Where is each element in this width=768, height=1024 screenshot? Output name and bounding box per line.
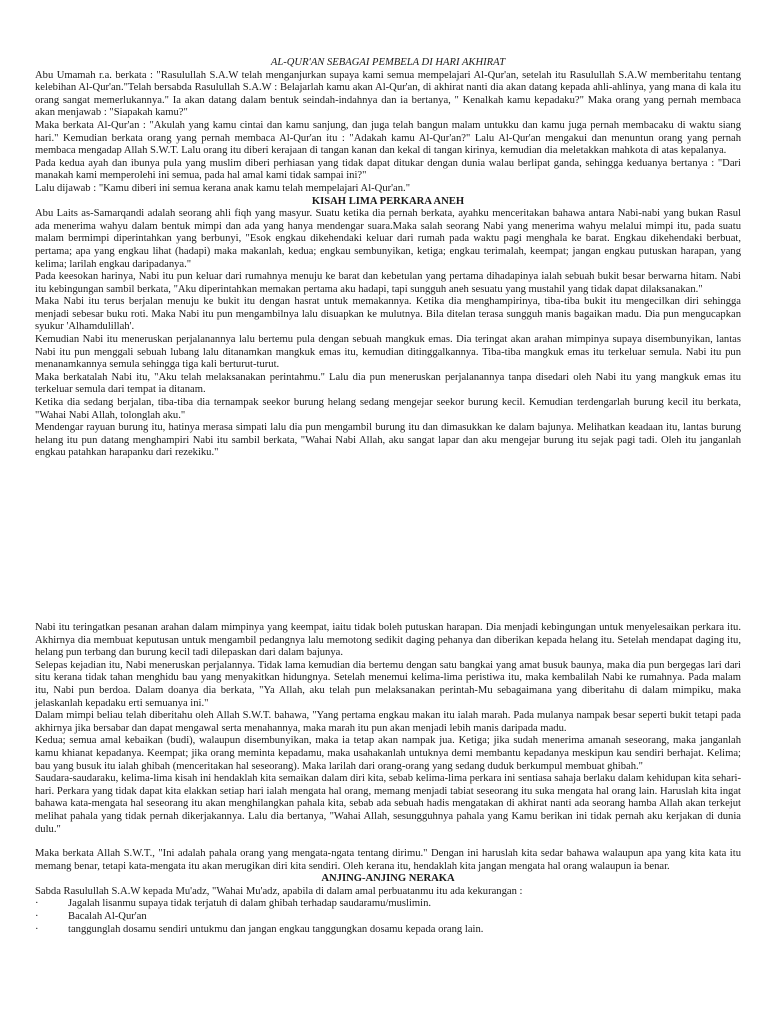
paragraph: Abu Laits as-Samarqandi adalah seorang ahli fiqh yang masyur. Suatu ketika dia pernah berkata, ayahku menceritakan bahawa antara Nabi-nabi yang bukan Rasul ada menerima wahyu dalam bentuk mimpi dan ada yang hanya mendengar suara.Maka salah seorang Nabi yang menerima wahyu melalui mimpi itu, pada suatu malam bermimpi diperintahkan yang berbunyi, "Esok engkau dikehendaki keluar dari rumah pada waktu pagi menghala ke barat. Engkau dikehendaki berbuat, pertama; apa yang engkau lihat (hadapi) maka makanlah, kedua; engkau sembunyikan, ketiga; engkau terimalah, keempat; jangan engkau putuskan harapan, yang kelima; larilah engkau daripadanya." (35, 208, 741, 270)
list-item (35, 924, 741, 937)
paragraph: Kemudian Nabi itu meneruskan perjalanannya lalu bertemu pula dengan sebuah mangkuk emas. Dia teringat akan arahan mimpinya supaya disembunyikan, lantas Nabi itu pun menggali sebuah lubang lalu ditanamkan mangkuk emas itu, kemudian ditinggalkannya. Tiba-tiba mangkuk emas itu terkeluar semula. Nabi itu pun menanamkannya semula sehingga tiga kali berturut-turut. (35, 334, 741, 371)
bullet-icon: · (35, 923, 39, 935)
paragraph: Sabda Rasulullah S.A.W kepada Mu'adz, "Wahai Mu'adz, apabila di dalam amal perbuatanmu itu ada kekurangan : (35, 885, 523, 897)
paragraph: Ketika dia sedang berjalan, tiba-tiba dia ternampak seekor burung helang sedang mengejar seekor burung kecil. Kemudian terdengarlah burung kecil itu berkata, "Wahai Nabi Allah, tolonglah aku." (35, 397, 741, 421)
bullet-icon: · (35, 911, 39, 923)
paragraph: Mendengar rayuan burung itu, hatinya merasa simpati lalu dia pun mengambil burung itu dan dimasukkan ke dalam bajunya. Melihatkan keadaan itu, lantas burung helang itu pun datang menghampiri Nabi itu sambil berkata, "Wahai Nabi Allah, aku sangat lapar dan aku mengejar burung itu sejak pagi tadi. Oleh itu janganlah engkau patahkan harapanku dari rezekiku." (35, 422, 741, 459)
upper-text-block (35, 57, 741, 460)
advice-list (35, 898, 741, 936)
paragraph-gap (35, 836, 741, 848)
paragraph: Maka berkata Allah S.W.T., "Ini adalah pahala orang yang mengata-ngata tentang dirimu." Dengan ini haruslah kita sedar bahawa walaupun apa yang kita kata itu memang benar, tetapi kata-mengata itu akan merugikan diri kita sendiri. Oleh kerana itu, hendaklah kita jangan mengata hal orang walaupun ia benar. (35, 848, 741, 872)
lower-text-block (35, 622, 741, 936)
paragraph: Lalu dijawab : "Kamu diberi ini semua kerana anak kamu telah mempelajari Al-Qur'an." (35, 182, 411, 194)
paragraph: Dalam mimpi beliau telah diberitahu oleh Allah S.W.T. bahawa, "Yang pertama engkau makan itu ialah marah. Pada mulanya nampak besar seperti bukit tetapi pada akhirnya jika bersabar dan dapat mengawal serta menahannya, maka marah itu pun akan menjadi lebih manis daripada madu. (35, 710, 741, 734)
bullet-icon: · (35, 898, 39, 910)
paragraph: Maka berkatalah Nabi itu, "Aku telah melaksanakan perintahmu." Lalu dia pun meneruskan perjalanannya tanpa disedari oleh Nabi itu yang mangkuk emas itu terkeluar semula dari tempat ia ditanam. (35, 371, 741, 396)
paragraph: Pada keesokan harinya, Nabi itu pun keluar dari rumahnya menuju ke barat dan kebetulan yang pertama dihadapinya ialah sebuah bukit besar berwarna hitam. Nabi itu kebingungan sambil berkata, "Aku diperintahkan memakan pertama aku hadapi, tapi sungguh aneh sesuatu yang mustahil yang tidak dapat dilaksanakan." (35, 271, 741, 295)
section-title-kisah: KISAH LIMA PERKARA ANEH (311, 195, 465, 207)
paragraph: Saudara-saudaraku, kelima-lima kisah ini hendaklah kita semaikan dalam diri kita, sebab kelima-lima perkara ini sentiasa sahaja berlaku dalam kehidupan kita sehari-hari. Perkara yang tidak dapat kita elakkan setiap hari ialah mengata hal orang, memang menjadi tabiat seseorang itu suka mengata hal orang lain. Haruslah kita ingat bahawa kata-mengata hal seseorang itu akan menghilangkan pahala kita, sebab ada sebuah hadis mengatakan di akhirat nanti ada seorang hamba Allah akan terkejut melihat pahala yang tidak pernah dikerjakannya. Lalu dia bertanya, "Wahai Allah, sesungguhnya pahala yang Kamu berikan ini tidak pernah aku kerjakan di dunia dulu." (35, 773, 741, 835)
paragraph: Selepas kejadian itu, Nabi meneruskan perjalannya. Tidak lama kemudian dia bertemu dengan satu bangkai yang amat busuk baunya, maka dia pun bergegas lari dari situ kerana tidak tahan menghidu bau yang menyakitkan hidungnya. Setelah menemui kelima-lima peristiwa itu, maka kembalilah Nabi ke rumahnya. Pada malam itu, Nabi pun berdoa. Dalam doanya dia berkata, "Ya Allah, aku telah pun melaksanakan perintah-Mu sebagaimana yang diberitahu di dalam mimpiku, maka jelaskanlah kepadaku erti semuanya ini." (35, 659, 741, 709)
list-item (35, 911, 741, 924)
paragraph: Kedua; semua amal kebaikan (budi), walaupun disembunyikan, maka ia tetap akan nampak jua. Ketiga; jika sudah menerima amanah seseorang, maka janganlah kamu khianat kepadanya. Keempat; jika orang meminta kepadamu, maka usahakanlah untuknya demi membantu kepadanya meskipun kau sendiri berhajat. Kelima; bau yang busuk itu ialah ghibah (menceritakan hal seseorang). Maka larilah dari orang-orang yang sedang duduk berkumpul membuat ghibah." (35, 735, 741, 772)
paragraph: Maka berkata Al-Qur'an : "Akulah yang kamu cintai dan kamu sanjung, dan juga telah bangun malam untukku dan kamu juga pernah membacaku di waktu siang hari." Kemudian berkata orang yang pernah membaca Al-Qur'an itu : "Adakah kamu Al-Qur'an?" Lalu Al-Qur'an mengakui dan menuntun orang yang pernah membaca mengadap Allah S.W.T. Lalu orang itu diberi kerajaan di tangan kanan dan kekal di tangan kirinya, kemudian dia meletakkan mahkota di atas kepalanya. (35, 119, 741, 157)
paragraph: Maka Nabi itu terus berjalan menuju ke bukit itu dengan hasrat untuk memakannya. Ketika dia menghampirinya, tiba-tiba bukit itu mengecilkan diri sehingga menjadi sebesar buku roti. Maka Nabi itu pun mengambilnya lalu disuapkan ke mulutnya. Bila ditelan terasa sungguh manis bagaikan madu. Dia pun mengucapkan syukur 'Alhamdulillah'. (35, 296, 741, 333)
section-title-anjing: ANJING-ANJING NERAKA (321, 873, 455, 885)
paragraph: Pada kedua ayah dan ibunya pula yang muslim diberi perhiasan yang tidak dapat ditukar dengan dunia walau berlipat ganda, sehingga keduanya bertanya : "Dari manakah kami memperolehi ini semua, pada hal amal kami tidak sampai ini?" (35, 157, 741, 182)
list-item (35, 898, 741, 911)
list-item-text: Bacalah Al-Qur'an (68, 911, 147, 923)
paragraph: Abu Umamah r.a. berkata : "Rasulullah S.A.W telah menganjurkan supaya kami semua mempelajari Al-Qur'an, setelah itu Rasulullah S.A.W memberitahu tentang kelebihan Al-Qur'an."Telah bersabda Rasulullah S.A.W : Belajarlah kamu akan Al-Qur'an, di akhirat nanti dia akan datang kepada ahli-ahlinya, yang mana di kala itu orang sangat memerlukannya." Ia akan datang dalam bentuk seindah-indahnya dan ia bertanya, " Kenalkah kamu kepadaku?" Maka orang yang pernah membaca akan menjawab : "Siapakah kamu?" (35, 69, 741, 119)
paragraph: Nabi itu teringatkan pesanan arahan dalam mimpinya yang keempat, iaitu tidak boleh putuskan harapan. Dia menjadi kebingungan untuk menyelesaikan perkara itu. Akhirnya dia membuat keputusan untuk mengambil pedangnya lalu memotong sedikit daging pehanya dan diberikan kepada helang itu. Setelah mendapat daging itu, helang pun terbang dan burung kecil tadi dilepaskan dari dalam bajunya. (35, 622, 741, 659)
list-item-text: Jagalah lisanmu supaya tidak terjatuh di dalam ghibah terhadap saudaramu/muslimin. (68, 898, 432, 910)
section-title-alquran: AL-QUR'AN SEBAGAI PEMBELA DI HARI AKHIRAT (270, 57, 506, 68)
list-item-text: tanggunglah dosamu sendiri untukmu dan jangan engkau tanggungkan dosamu kepada orang lain. (68, 923, 484, 935)
